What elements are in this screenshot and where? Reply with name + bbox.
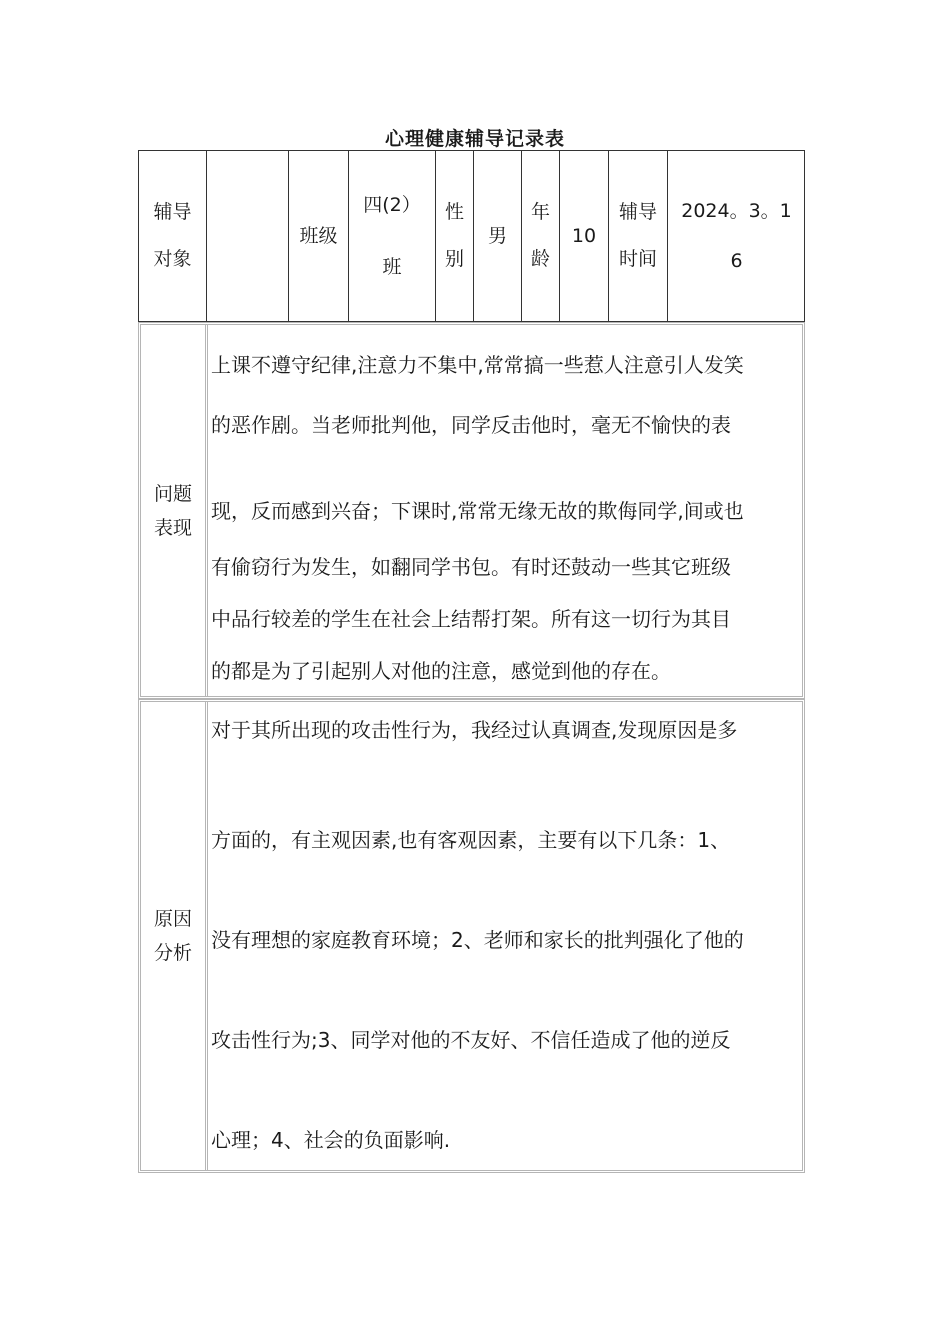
- age-value-cell: [560, 151, 608, 321]
- problem-line: 上课不遵守纪律,注意力不集中,常常搞一些惹人注意引人发笑: [211, 353, 744, 377]
- problem-row: [138, 322, 805, 699]
- class-label-cell: [289, 151, 348, 321]
- time-value-line2: 6: [730, 250, 743, 272]
- time-value-line1: 2024。3。1: [681, 200, 792, 222]
- reason-line: 方面的，有主观因素,也有客观因素，主要有以下几条：1、: [211, 828, 731, 852]
- gender-label-cell: [436, 151, 473, 321]
- gender-label: 性别: [444, 201, 464, 270]
- info-header-table: [138, 150, 805, 322]
- problem-line: 有偷窃行为发生，如翻同学书包。有时还鼓动一些其它班级: [211, 555, 731, 579]
- subject-label-cell: [139, 151, 206, 321]
- gender-value: 男: [487, 224, 507, 247]
- problem-line: 中品行较差的学生在社会上结帮打架。所有这一切行为其目: [211, 607, 731, 631]
- reason-label-cell: [141, 702, 208, 1170]
- reason-line: 心理；4、社会的负面影响.: [211, 1128, 451, 1152]
- age-label-cell: [522, 151, 559, 321]
- class-value-line1: 四(2）: [363, 194, 421, 216]
- age-value: 10: [571, 224, 597, 247]
- age-label: 年龄: [530, 201, 550, 270]
- problem-line: 现，反而感到兴奋；下课时,常常无缘无故的欺侮同学,间或也: [211, 499, 744, 523]
- reason-line: 对于其所出现的攻击性行为，我经过认真调查,发现原因是多: [211, 718, 738, 742]
- class-label: 班级: [299, 224, 338, 247]
- subject-label: 辅导对象: [153, 201, 192, 270]
- time-label-cell: [609, 151, 667, 321]
- class-value-line2: 班: [382, 256, 402, 278]
- reason-label: 原因分析: [153, 908, 192, 964]
- subject-value-cell: [207, 151, 288, 321]
- gender-value-cell: [474, 151, 521, 321]
- page-title: 心理健康辅导记录表: [384, 128, 565, 150]
- reason-line: 攻击性行为;3、同学对他的不友好、不信任造成了他的逆反: [211, 1028, 731, 1052]
- reason-line: 没有理想的家庭教育环境；2、老师和家长的批判强化了他的: [211, 928, 744, 952]
- problem-label: 问题表现: [153, 482, 192, 539]
- problem-text: [211, 325, 800, 697]
- problem-label-cell: [141, 325, 208, 696]
- problem-line: 的都是为了引起别人对他的注意，感觉到他的存在。: [211, 659, 671, 683]
- reason-row: [138, 699, 805, 1173]
- class-value-cell: [349, 151, 435, 321]
- problem-line: 的恶作剧。当老师批判他，同学反击他时，毫无不愉快的表: [211, 413, 731, 437]
- time-label: 辅导时间: [618, 201, 657, 270]
- time-value-cell: [668, 151, 805, 321]
- reason-text: [211, 702, 800, 1190]
